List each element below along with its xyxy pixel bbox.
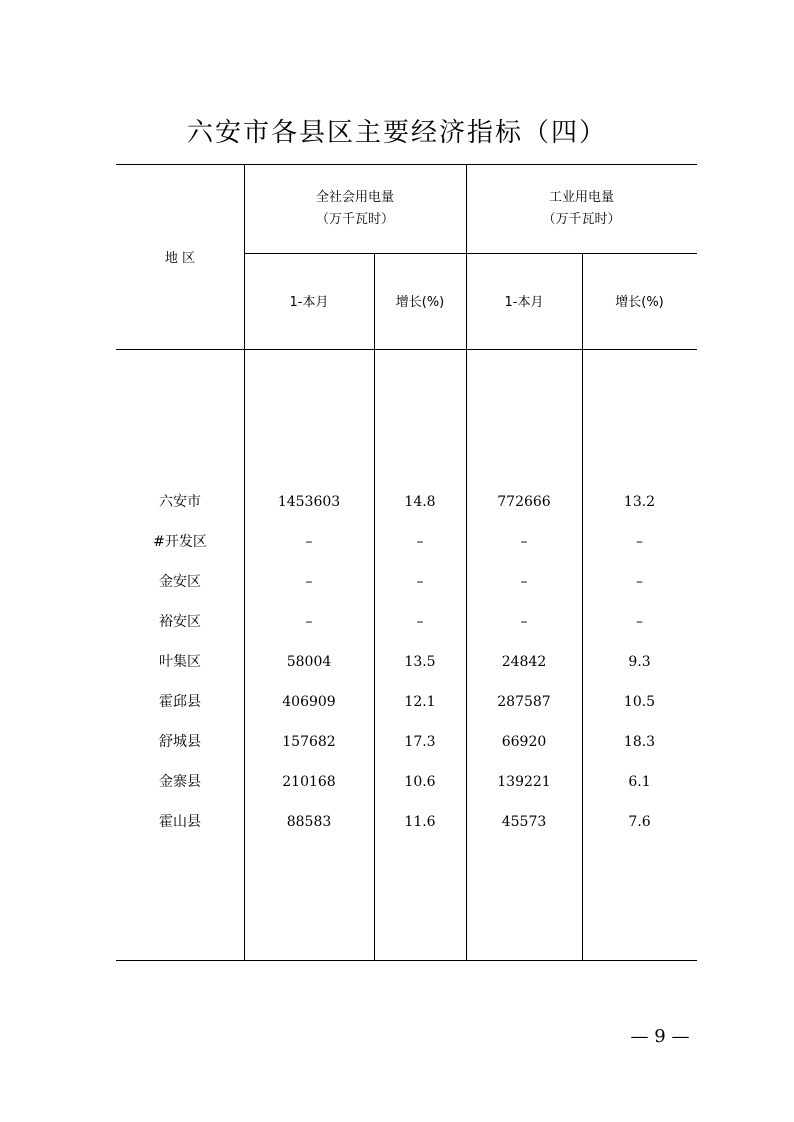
industrial-growth: 13.2 <box>623 494 656 510</box>
total-cumulative: – <box>305 574 313 590</box>
industrial-cumulative: 45573 <box>501 814 547 830</box>
group-header-rule <box>244 253 697 254</box>
industrial-growth: 6.1 <box>628 774 651 790</box>
page-title: 六安市各县区主要经济指标（四） <box>186 118 607 148</box>
industrial-growth: 18.3 <box>623 734 656 750</box>
column-divider <box>244 164 245 961</box>
total-cumulative: – <box>305 534 313 550</box>
industrial-growth: 7.6 <box>628 814 651 830</box>
header-total-electricity-unit: （万千瓦时） <box>315 212 394 227</box>
industrial-growth: 9.3 <box>628 654 651 670</box>
header-industrial-growth: 增长(%) <box>615 295 664 310</box>
header-industrial-electricity <box>466 187 697 231</box>
header-industrial-cumulative: 1-本月 <box>504 295 544 310</box>
column-divider <box>374 253 375 961</box>
industrial-cumulative: 772666 <box>497 494 551 510</box>
industrial-cumulative: – <box>520 574 528 590</box>
region-name: 霍邱县 <box>159 694 201 710</box>
total-cumulative: 406909 <box>282 694 336 710</box>
industrial-cumulative: 139221 <box>497 774 551 790</box>
total-growth: 10.6 <box>404 774 436 790</box>
region-name: 金寨县 <box>159 774 201 790</box>
total-growth: 12.1 <box>404 694 436 710</box>
total-cumulative: – <box>305 614 313 630</box>
total-growth: – <box>416 614 424 630</box>
region-name: 金安区 <box>159 574 201 590</box>
region-name: 霍山县 <box>159 814 201 830</box>
total-growth: 14.8 <box>404 494 436 510</box>
header-region: 地 区 <box>164 251 196 266</box>
header-total-electricity-name: 全社会用电量 <box>315 190 394 205</box>
page-number: — 9 — <box>630 1026 690 1047</box>
header-industrial-electricity-unit: （万千瓦时） <box>542 212 621 227</box>
table-top-rule <box>116 164 697 165</box>
industrial-cumulative: – <box>520 614 528 630</box>
total-cumulative: 210168 <box>282 774 336 790</box>
header-industrial-electricity-name: 工业用电量 <box>548 190 614 205</box>
region-name: 六安市 <box>159 494 201 510</box>
region-name: 叶集区 <box>159 654 201 670</box>
total-growth: – <box>416 574 424 590</box>
total-cumulative: 58004 <box>286 654 332 670</box>
industrial-cumulative: 287587 <box>497 694 551 710</box>
header-total-electricity <box>244 187 466 231</box>
header-total-growth: 增长(%) <box>395 295 445 310</box>
total-cumulative: 1453603 <box>277 494 341 510</box>
total-growth: 13.5 <box>404 654 436 670</box>
region-name: #开发区 <box>153 534 207 550</box>
column-divider <box>466 164 467 961</box>
industrial-growth: – <box>636 534 643 550</box>
table-bottom-rule <box>116 960 697 961</box>
region-name: 舒城县 <box>159 734 201 750</box>
total-growth: 17.3 <box>404 734 436 750</box>
total-cumulative: 157682 <box>282 734 336 750</box>
header-total-cumulative: 1-本月 <box>289 295 329 310</box>
industrial-cumulative: 24842 <box>501 654 547 670</box>
total-growth: – <box>416 534 424 550</box>
industrial-growth: 10.5 <box>623 694 656 710</box>
column-divider <box>582 253 583 961</box>
total-growth: 11.6 <box>404 814 436 830</box>
industrial-growth: – <box>636 614 643 630</box>
header-bottom-rule <box>116 349 697 350</box>
region-name: 裕安区 <box>159 614 201 630</box>
total-cumulative: 88583 <box>286 814 332 830</box>
industrial-cumulative: 66920 <box>501 734 547 750</box>
industrial-growth: – <box>636 574 643 590</box>
industrial-cumulative: – <box>520 534 528 550</box>
